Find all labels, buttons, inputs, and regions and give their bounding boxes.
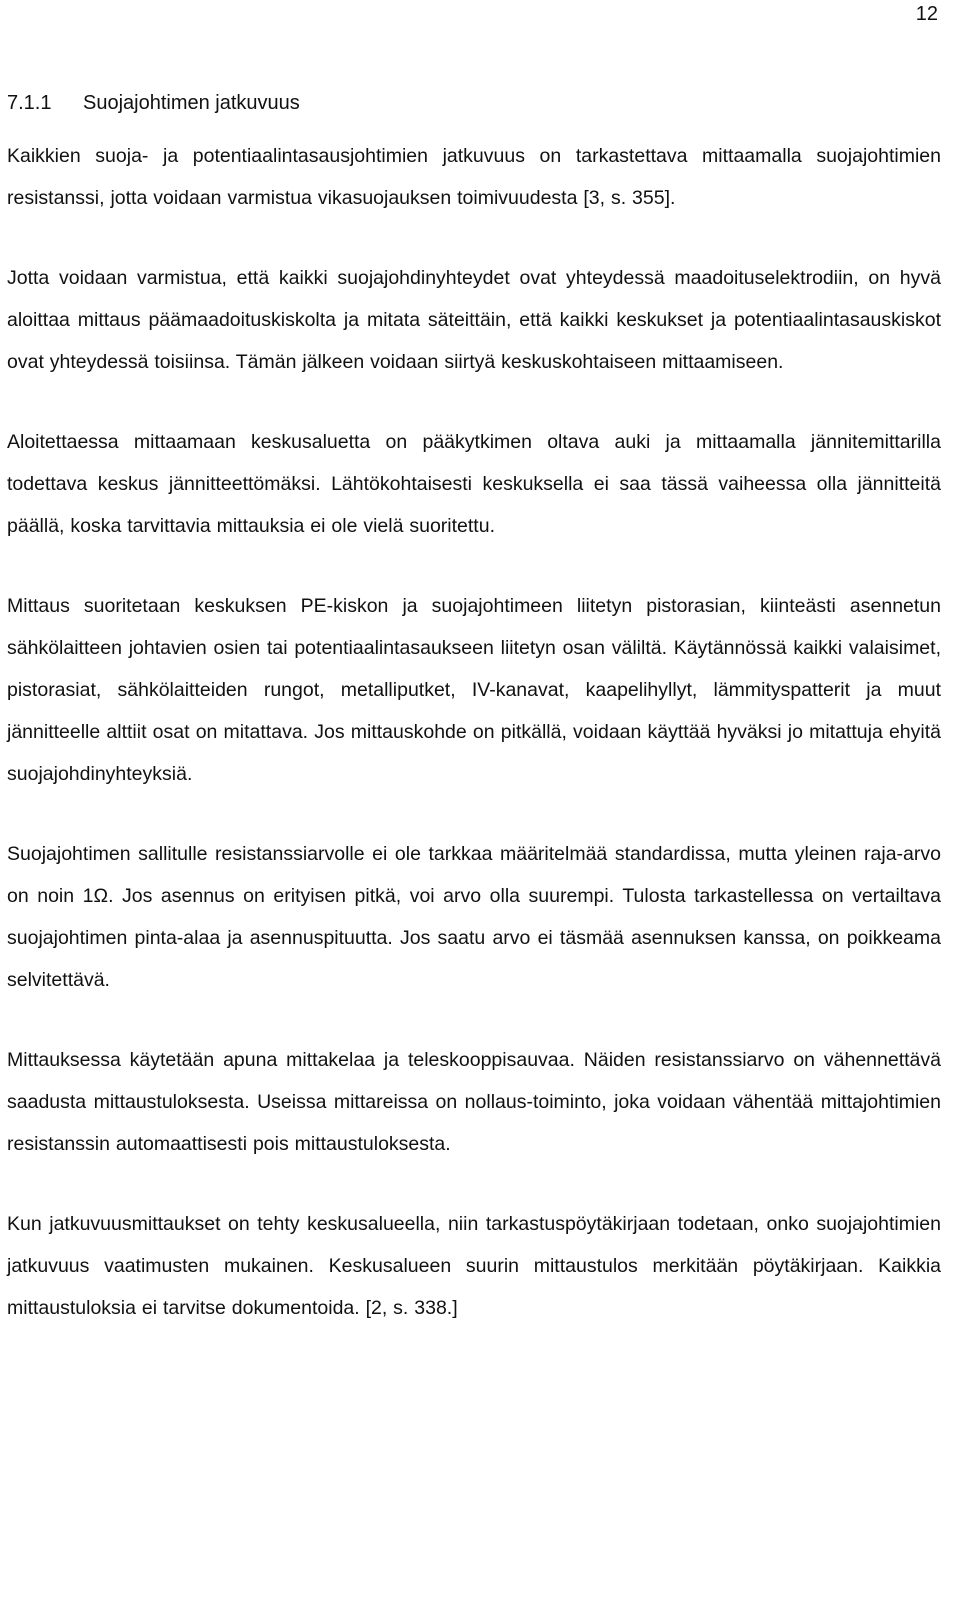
paragraph-measurement-points: Mittaus suoritetaan keskuksen PE-kiskon ja suojajohtimeen liitetyn pistorasian, kiinteästi asennetun sähkölaitteen johtavien osien tai potentiaalintasaukseen liitetyn osan väliltä. Käytännössä kaikki valaisimet, pistorasiat, sähkölaitteiden rungot, metalliputket, IV-kanavat, kaapelihyllyt, lämmityspatterit ja muut jännitteelle alttiit osat on mitattava. Jos mittauskohde on pitkällä, voidaan käyttää hyväksi jo mitattuja ehyitä suojajohdinyhteyksiä. [7, 595, 941, 785]
paragraph-inspection-record: Kun jatkuvuusmittaukset on tehty keskusalueella, niin tarkastuspöytäkirjaan todetaan, onko suojajohtimien jatkuvuus vaatimusten mukainen. Keskusalueen suurin mittaustulos merkitään pöytäkirjaan. Kaikkia mittaustuloksia ei tarvitse dokumentoida. [2, s. 338.] [7, 1213, 941, 1319]
section-number: 7.1.1 [7, 92, 52, 114]
paragraph-resistance-limit: Suojajohtimen sallitulle resistanssiarvolle ei ole tarkkaa määritelmää standardissa, mutta yleinen raja-arvo on noin 1Ω. Jos asennus on erityisen pitkä, voi arvo olla suurempi. Tulosta tarkastellessa on vertailtava suojajohtimen pinta-alaa ja asennuspituutta. Jos saatu arvo ei täsmää asennuksen kanssa, on poikkeama selvitettävä. [7, 843, 941, 991]
section-title: Suojajohtimen jatkuvuus [83, 92, 300, 114]
paragraph-continuity-requirement: Kaikkien suoja- ja potentiaalintasausjohtimien jatkuvuus on tarkastettava mittaamalla suojajohtimien resistanssi, jotta voidaan varmistua vikasuojauksen toimivuudesta [3, s. 355]. [7, 145, 941, 209]
document-body [7, 84, 941, 1329]
page-number: 12 [915, 3, 938, 25]
paragraph-radial-measurement: Jotta voidaan varmistua, että kaikki suojajohdinyhteydet ovat yhteydessä maadoituselektrodiin, on hyvä aloittaa mittaus päämaadoituskiskolta ja mitata säteittäin, että kaikki keskukset ja potentiaalintasauskiskot ovat yhteydessä toisiinsa. Tämän jälkeen voidaan siirtyä keskuskohtaiseen mittaamiseen. [7, 267, 941, 373]
section-heading [7, 84, 941, 122]
paragraph-test-leads: Mittauksessa käytetään apuna mittakelaa ja teleskooppisauvaa. Näiden resistanssiarvo on vähennettävä saadusta mittaustuloksesta. Useissa mittareissa on nollaus-toiminto, joka voidaan vähentää mittajohtimien resistanssin automaattisesti pois mittaustuloksesta. [7, 1049, 941, 1155]
paragraph-main-switch-off: Aloitettaessa mittaamaan keskusaluetta on pääkytkimen oltava auki ja mittaamalla jännitemittarilla todettava keskus jännitteettömäksi. Lähtökohtaisesti keskuksella ei saa tässä vaiheessa olla jännitteitä päällä, koska tarvittavia mittauksia ei ole vielä suoritettu. [7, 431, 941, 537]
